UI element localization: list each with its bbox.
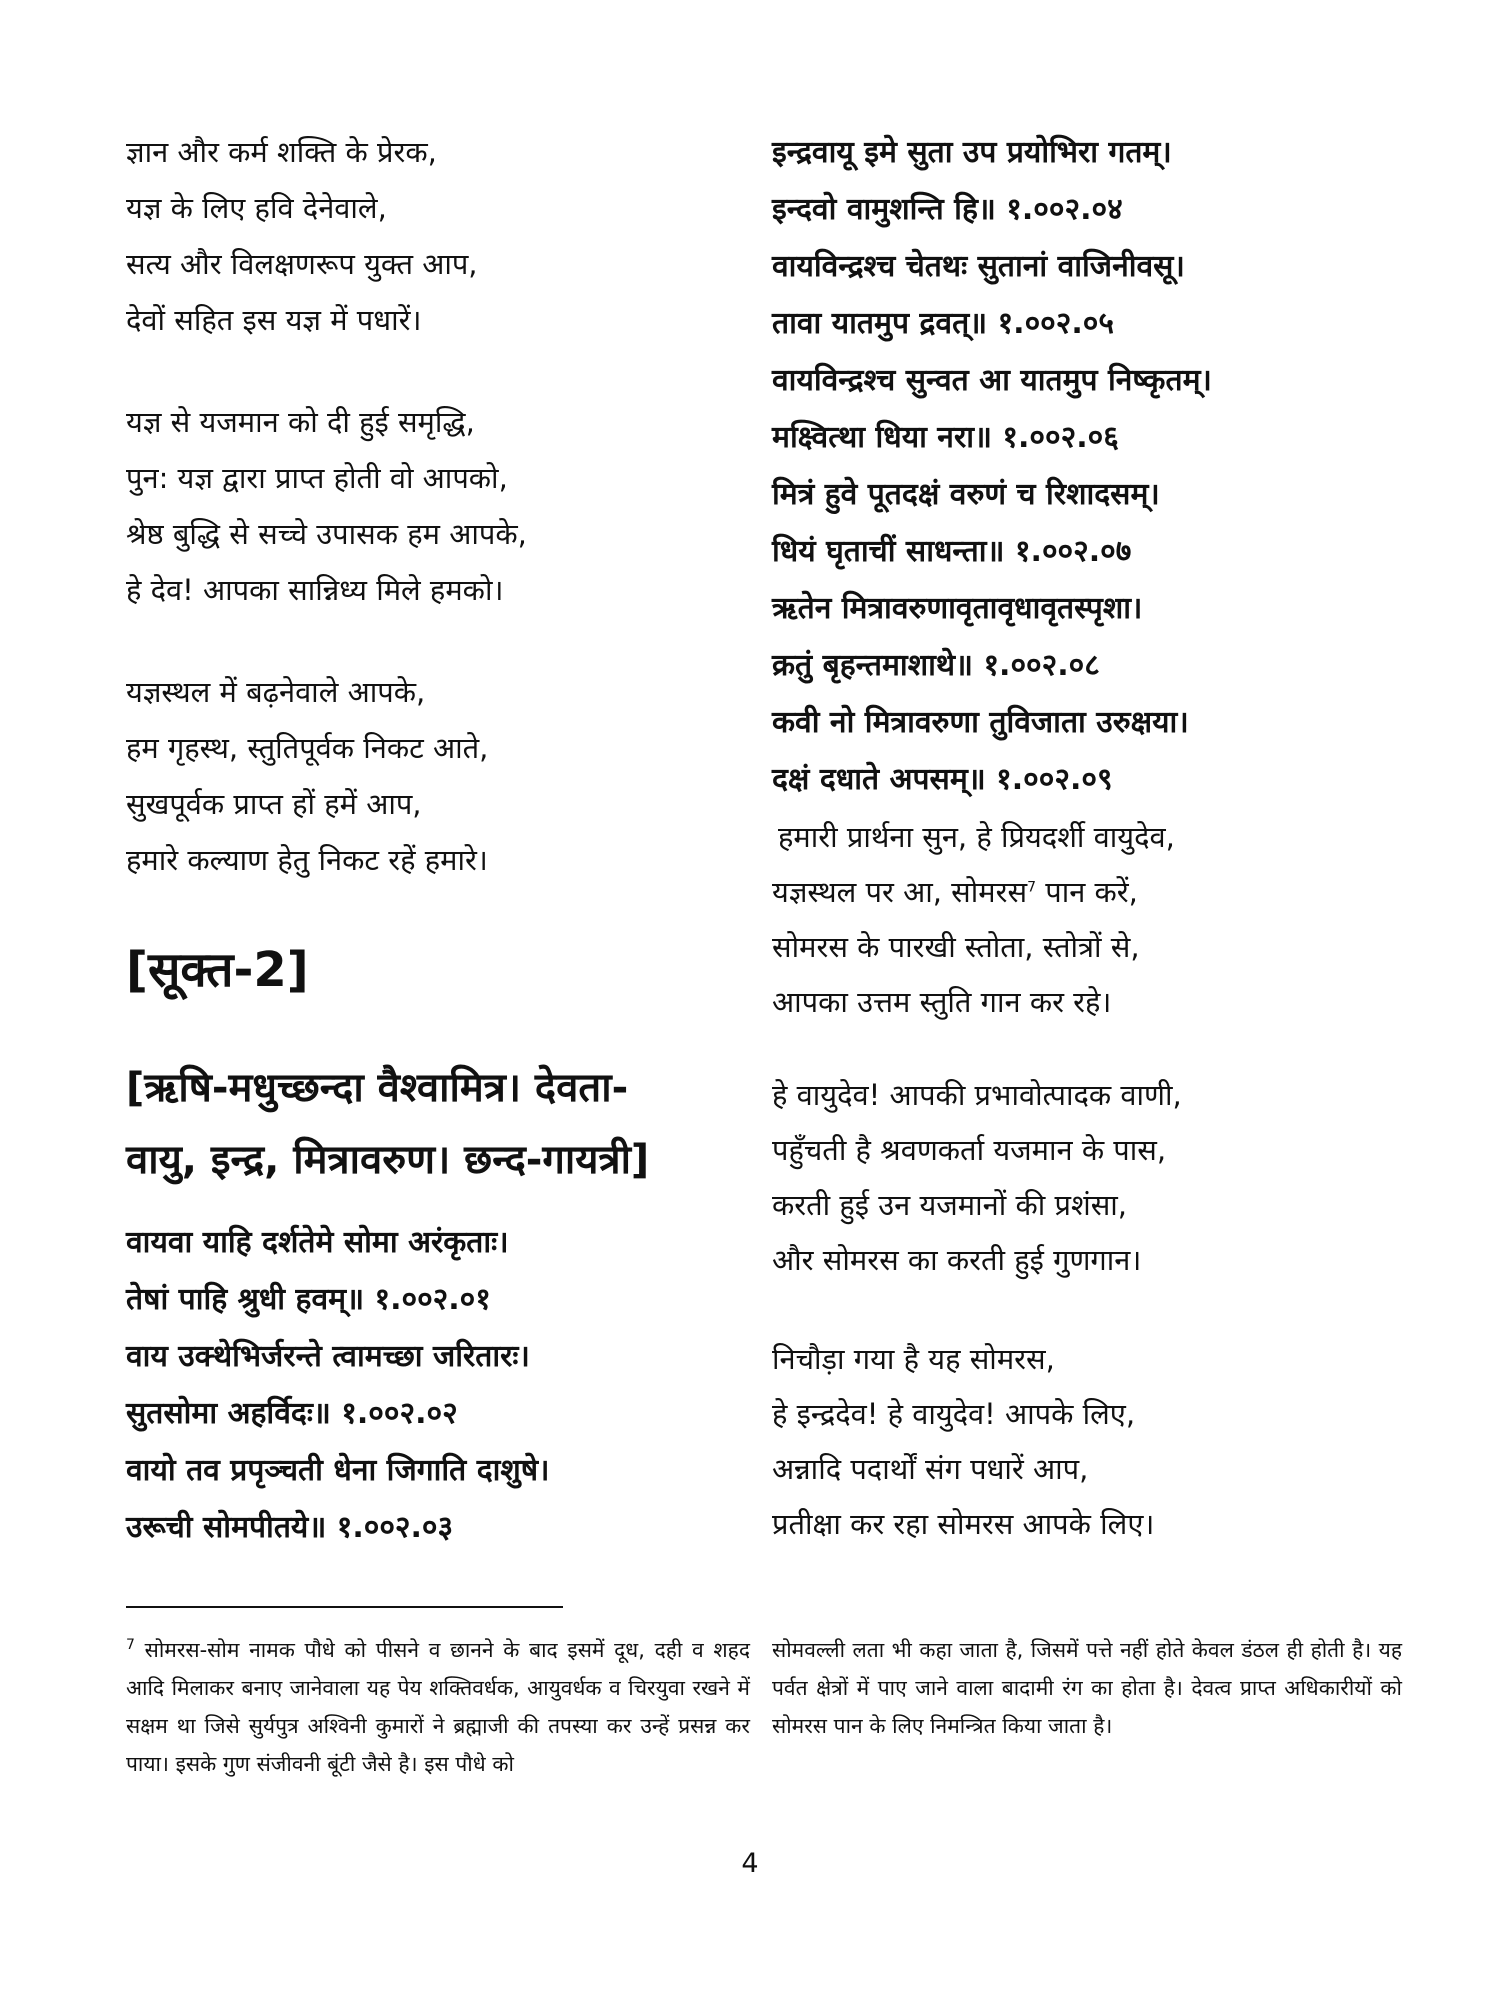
verse-line: करती हुई उन यजमानों की प्रशंसा, [772,1188,1128,1222]
verse-line: प्रतीक्षा कर रहा सोमरस आपके लिए। [772,1507,1155,1541]
verse-line: और सोमरस का करती हुई गुणगान। [772,1243,1142,1277]
footnote-marker: 7 [1027,879,1036,896]
mantra-block-left [126,1214,766,1556]
mantra-line: इन्दवो वामुशन्ति हि॥ १.००२.०४ [772,192,1123,227]
mantra-line: वायविन्द्रश्च चेतथः सुतानां वाजिनीवसू। [772,249,1185,284]
mantra-line: वाय उक्थेभिर्जरन्ते त्वामच्छा जरितारः। [126,1339,530,1374]
mantra-line: वायवा याहि दर्शतेमे सोमा अरंकृताः। [126,1225,509,1260]
mantra-block-right [772,124,1412,808]
footnote-divider [126,1606,563,1608]
mantra-line: सुतसोमा अहर्विदः॥ १.००२.०२ [126,1396,458,1431]
rishi-heading-line: [ऋषि-मधुच्छन्दा वैश्वामित्र। देवता- [126,1065,629,1111]
verse-line: अन्नादि पदार्थों संग पधारें आप, [772,1452,1089,1486]
verse-line: हम गृहस्थ, स्तुतिपूर्वक निकट आते, [126,731,489,765]
mantra-line: धियं घृताचीं साधन्ता॥ १.००२.०७ [772,534,1132,569]
verse-line: पहुँचती है श्रवणकर्ता यजमान के पास, [772,1133,1167,1167]
sukta-heading: [सूक्त-2] [126,942,309,998]
verse-line: हे वायुदेव! आपकी प्रभावोत्पादक वाणी, [772,1078,1182,1112]
verse-line: श्रेष्ठ बुद्धि से सच्चे उपासक हम आपके, [126,517,527,551]
verse-line: यज्ञस्थल में बढ़नेवाले आपके, [126,675,426,709]
verse-text: यज्ञस्थल पर आ, सोमरस [772,875,1028,909]
verse-line: देवों सहित इस यज्ञ में पधारें। [126,303,422,337]
footnote-number: 7 [126,1637,135,1653]
mantra-line: क्रतुं बृहन्तमाशाथे॥ १.००२.०८ [772,648,1100,683]
verse-line: आपका उत्तम स्तुति गान कर रहे। [772,985,1112,1019]
verse-stanza-2 [126,394,766,618]
verse-line: यज्ञ से यजमान को दी हुई समृद्धि, [126,405,475,439]
verse-line: सोमरस के पारखी स्तोता, स्तोत्रों से, [772,930,1140,964]
verse-line: यज्ञ के लिए हवि देनेवाले, [126,191,387,225]
mantra-line: तावा यातमुप द्रवत्॥ १.००२.०५ [772,306,1114,341]
verse-line: सुखपूर्वक प्राप्त हों हमें आप, [126,787,422,821]
hindi-stanza-2 [772,1068,1412,1288]
right-column [772,124,1412,1598]
hindi-stanza-3 [772,1332,1412,1552]
footnote-text: सोमरस-सोम नामक पौधे को पीसने व छानने के बाद इसमें दूध, दही व शहद आदि मिलाकर बनाए जानेवाला यह पेय शक्तिवर्धक, आयुवर्धक व चिरयुवा रखने में सक्षम था जिसे सुर्यपुत्र अश्विनी कुमारों ने ब्रह्माजी की तपस्या कर उन्हें प्रसन्न कर पाया। इसके गुण संजीवनी बूंटी जैसे है। इस पौधे को [126,1638,750,1776]
rishi-heading-line: वायु, इन्द्र, मित्रावरुण। छन्द-गायत्री] [126,1137,650,1183]
verse-line-with-footnote [772,865,1412,920]
mantra-line: तेषां पाहि श्रुधी हवम्॥ १.००२.०१ [126,1282,491,1317]
mantra-line: मित्रं हुवे पूतदक्षं वरुणं च रिशादसम्। [772,477,1160,512]
rishi-devata-heading [126,1052,766,1196]
verse-line: पुन: यज्ञ द्वारा प्राप्त होती वो आपको, [126,461,508,495]
hindi-stanza-1 [772,810,1412,1030]
mantra-line: मक्ष्वित्था धिया नरा॥ १.००२.०६ [772,420,1119,455]
verse-stanza-1 [126,124,766,348]
mantra-line: कवी नो मित्रावरुणा तुविजाता उरुक्षया। [772,705,1189,740]
verse-line: ज्ञान और कर्म शक्ति के प्रेरक, [126,135,437,169]
verse-line: निचौड़ा गया है यह सोमरस, [772,1342,1055,1376]
verse-line: सत्य और विलक्षणरूप युक्त आप, [126,247,478,281]
footnote-right [772,1631,1402,1745]
verse-stanza-3 [126,664,766,888]
footnote-text: सोमवल्ली लता भी कहा जाता है, जिसमें पत्ते नहीं होते केवल डंठल ही होती है। यह पर्वत क्षेत्रों में पाए जाने वाला बादामी रंग का होता है। देवत्व प्राप्त अधिकारीयों को सोमरस पान के लिए निमन्त्रित किया जाता है। [772,1638,1402,1738]
mantra-line: इन्द्रवायू इमे सुता उप प्रयोभिरा गतम्। [772,135,1172,170]
verse-line: हे देव! आपका सान्निध्य मिले हमको। [126,573,504,607]
mantra-line: वायो तव प्रपृञ्चती धेना जिगाति दाशुषे। [126,1453,550,1488]
mantra-line: उरूची सोमपीतये॥ १.००२.०३ [126,1510,454,1545]
verse-text: पान करें, [1036,875,1138,909]
mantra-line: ऋतेन मित्रावरुणावृतावृधावृतस्पृशा। [772,591,1143,626]
verse-line: हे इन्द्रदेव! हे वायुदेव! आपके लिए, [772,1397,1136,1431]
page-number: 4 [741,1848,759,1879]
left-column [126,124,766,1556]
verse-line: हमारी प्रार्थना सुन, हे प्रियदर्शी वायुदेव, [778,820,1175,854]
footnote-left [126,1631,750,1783]
mantra-line: दक्षं दधाते अपसम्॥ १.००२.०९ [772,762,1113,797]
verse-line: हमारे कल्याण हेतु निकट रहें हमारे। [126,843,488,877]
mantra-line: वायविन्द्रश्च सुन्वत आ यातमुप निष्कृतम्। [772,363,1212,398]
